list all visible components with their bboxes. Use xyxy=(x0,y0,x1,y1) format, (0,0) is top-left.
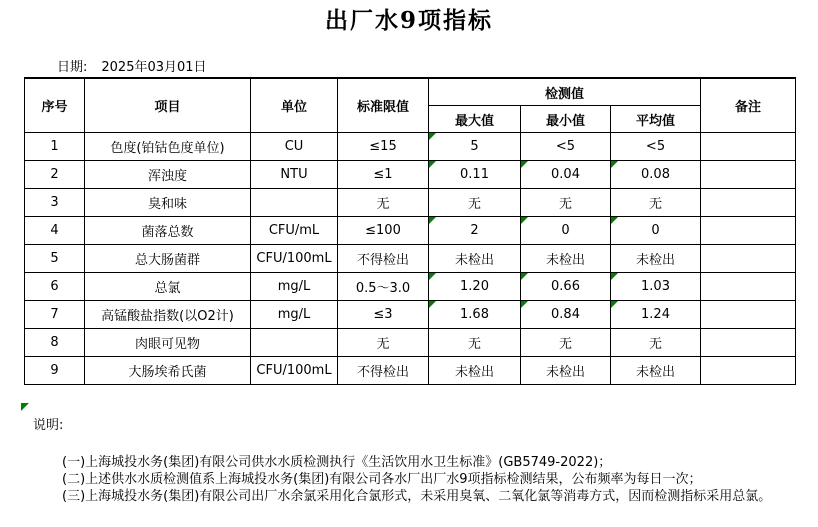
cell-flag-icon xyxy=(521,161,528,168)
cell-limit: ≤15 xyxy=(338,133,429,161)
note-line-2: (二)上述供水水质检测值系上海城投水务(集团)有限公司各水厂出厂水9项指标检测结果，公布频率为每日一次； xyxy=(62,472,702,487)
cell-flag-icon xyxy=(429,301,436,308)
cell-unit: CFU/100mL xyxy=(251,245,338,273)
cell-flag-icon xyxy=(611,217,618,224)
cell-limit: 不得检出 xyxy=(338,357,429,385)
cell-avg xyxy=(611,217,701,245)
cell-flag-icon xyxy=(429,161,436,168)
cell-max-value: 1.68 xyxy=(460,307,489,322)
table-row-4 xyxy=(25,217,796,245)
cell-min xyxy=(521,273,611,301)
cell-max-value: 0.11 xyxy=(460,167,489,182)
cell-seq: 6 xyxy=(25,273,85,301)
cell-seq: 5 xyxy=(25,245,85,273)
cell-max: 无 xyxy=(429,189,521,217)
table-row-2 xyxy=(25,161,796,189)
notes-heading: 说明: xyxy=(33,418,64,433)
table-row-9 xyxy=(25,357,796,385)
cell-max: 无 xyxy=(429,329,521,357)
cell-max-value: 5 xyxy=(470,139,479,154)
cell-item: 高锰酸盐指数(以O2计) xyxy=(85,301,251,329)
cell-min: 未检出 xyxy=(521,245,611,273)
cell-min xyxy=(521,217,611,245)
table-row-1 xyxy=(25,133,796,161)
table-row-6 xyxy=(25,273,796,301)
col-header-item: 项目 xyxy=(85,78,251,133)
col-header-avg: 平均值 xyxy=(611,106,701,133)
cell-flag-icon xyxy=(429,217,436,224)
cell-item: 色度(铂钴色度单位) xyxy=(85,133,251,161)
cell-max xyxy=(429,217,521,245)
cell-flag-icon xyxy=(521,301,528,308)
cell-min-value: 0.66 xyxy=(551,279,580,294)
cell-remark xyxy=(701,217,796,245)
col-header-min: 最小值 xyxy=(521,106,611,133)
date-label: 日期: xyxy=(57,60,88,75)
report-date xyxy=(57,56,207,75)
col-header-remark: 备注 xyxy=(701,78,796,133)
cell-min xyxy=(521,301,611,329)
col-header-seq: 序号 xyxy=(25,78,85,133)
cell-avg: <5 xyxy=(611,133,701,161)
cell-avg-value: 0.08 xyxy=(641,167,670,182)
cell-limit: ≤1 xyxy=(338,161,429,189)
cell-avg: 无 xyxy=(611,189,701,217)
cell-item: 臭和味 xyxy=(85,189,251,217)
cell-unit: mg/L xyxy=(251,273,338,301)
cell-unit xyxy=(251,329,338,357)
cell-flag-icon xyxy=(521,273,528,280)
cell-min xyxy=(521,161,611,189)
cell-min: 未检出 xyxy=(521,357,611,385)
page-title: 出厂水9项指标 xyxy=(324,7,493,34)
cell-remark xyxy=(701,161,796,189)
stray-flag-icon xyxy=(21,403,29,411)
cell-min: <5 xyxy=(521,133,611,161)
cell-seq: 2 xyxy=(25,161,85,189)
cell-item: 大肠埃希氏菌 xyxy=(85,357,251,385)
cell-max: 未检出 xyxy=(429,245,521,273)
cell-flag-icon xyxy=(611,301,618,308)
cell-item: 肉眼可见物 xyxy=(85,329,251,357)
cell-max xyxy=(429,161,521,189)
cell-item: 浑浊度 xyxy=(85,161,251,189)
cell-flag-icon xyxy=(521,217,528,224)
cell-unit: CU xyxy=(251,133,338,161)
cell-remark xyxy=(701,357,796,385)
cell-limit: ≤100 xyxy=(338,217,429,245)
cell-unit: NTU xyxy=(251,161,338,189)
cell-max-value: 1.20 xyxy=(460,279,489,294)
note-line-3: (三)上海城投水务(集团)有限公司出厂水余氯采用化合氯形式，未采用臭氧、二氧化氯等消毒方式，因而检测指标采用总氯。 xyxy=(62,489,772,504)
cell-unit: mg/L xyxy=(251,301,338,329)
cell-seq: 4 xyxy=(25,217,85,245)
cell-avg xyxy=(611,273,701,301)
cell-item: 菌落总数 xyxy=(85,217,251,245)
col-header-limit: 标准限值 xyxy=(338,78,429,133)
col-header-unit: 单位 xyxy=(251,78,338,133)
cell-remark xyxy=(701,189,796,217)
cell-avg-value: 1.24 xyxy=(641,307,670,322)
cell-avg: 未检出 xyxy=(611,245,701,273)
header-row-top xyxy=(25,78,796,106)
table-row-7 xyxy=(25,301,796,329)
table-row-5 xyxy=(25,245,796,273)
cell-flag-icon xyxy=(611,161,618,168)
cell-max xyxy=(429,133,521,161)
cell-flag-icon xyxy=(429,133,436,140)
cell-avg-value: 0 xyxy=(651,223,660,238)
cell-remark xyxy=(701,329,796,357)
date-value: 2025年03月01日 xyxy=(101,60,207,75)
cell-unit: CFU/100mL xyxy=(251,357,338,385)
cell-min-value: 0.84 xyxy=(551,307,580,322)
cell-unit xyxy=(251,189,338,217)
cell-seq: 7 xyxy=(25,301,85,329)
cell-remark xyxy=(701,245,796,273)
cell-max xyxy=(429,301,521,329)
cell-limit: 不得检出 xyxy=(338,245,429,273)
col-header-detection: 检测值 xyxy=(429,78,701,106)
note-line-1: (一)上海城投水务(集团)有限公司供水水质检测执行《生活饮用水卫生标准》(GB5749-2022)； xyxy=(62,455,612,470)
cell-unit: CFU/mL xyxy=(251,217,338,245)
cell-item: 总氯 xyxy=(85,273,251,301)
cell-limit: 0.5～3.0 xyxy=(338,273,429,301)
cell-max: 未检出 xyxy=(429,357,521,385)
cell-flag-icon xyxy=(429,273,436,280)
cell-avg xyxy=(611,161,701,189)
cell-max-value: 2 xyxy=(470,223,479,238)
cell-avg: 无 xyxy=(611,329,701,357)
cell-limit: 无 xyxy=(338,329,429,357)
cell-remark xyxy=(701,133,796,161)
cell-min: 无 xyxy=(521,329,611,357)
cell-avg xyxy=(611,301,701,329)
cell-max xyxy=(429,273,521,301)
cell-flag-icon xyxy=(611,273,618,280)
cell-seq: 8 xyxy=(25,329,85,357)
cell-seq: 1 xyxy=(25,133,85,161)
cell-avg: 未检出 xyxy=(611,357,701,385)
table-row-8 xyxy=(25,329,796,357)
notes-section xyxy=(33,417,771,505)
cell-min-value: 0.04 xyxy=(551,167,580,182)
table-row-3 xyxy=(25,189,796,217)
cell-remark xyxy=(701,273,796,301)
cell-limit: ≤3 xyxy=(338,301,429,329)
cell-item: 总大肠菌群 xyxy=(85,245,251,273)
cell-min-value: 0 xyxy=(561,223,570,238)
cell-remark xyxy=(701,301,796,329)
cell-limit: 无 xyxy=(338,189,429,217)
indicators-table xyxy=(24,77,796,385)
cell-min: 无 xyxy=(521,189,611,217)
cell-seq: 3 xyxy=(25,189,85,217)
col-header-max: 最大值 xyxy=(429,106,521,133)
cell-avg-value: 1.03 xyxy=(641,279,670,294)
cell-seq: 9 xyxy=(25,357,85,385)
